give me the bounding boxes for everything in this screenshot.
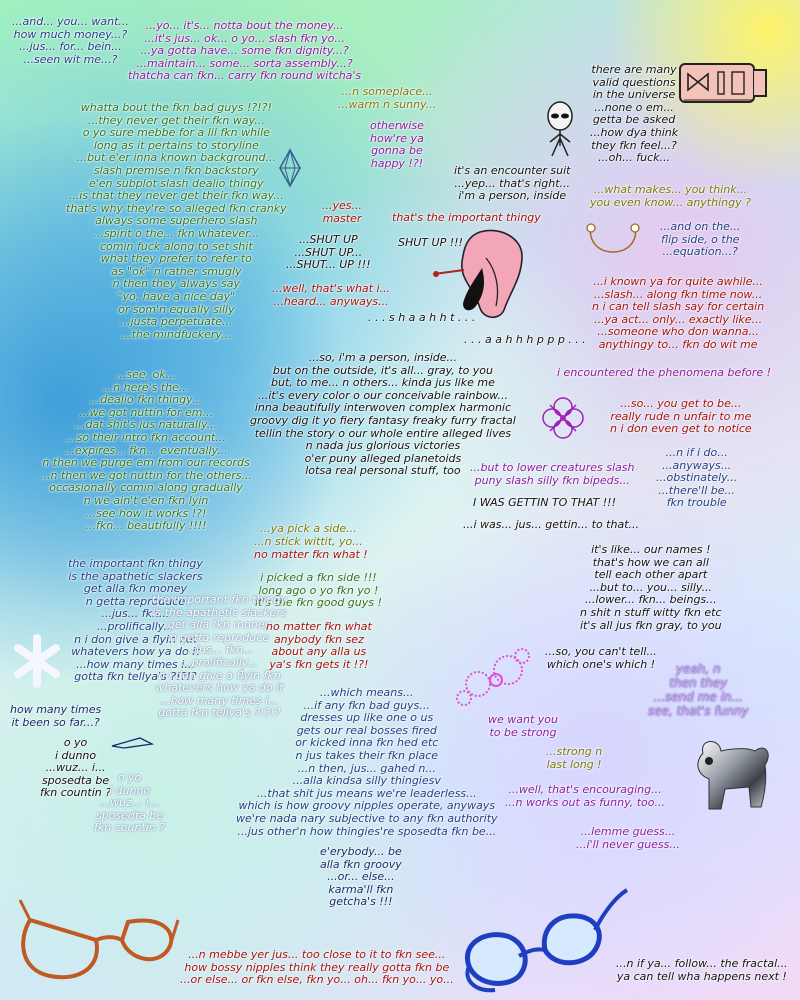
lower-creatures-text: ...but to lower creatures slash puny slash silly fkn bipeds...: [470, 461, 635, 487]
encounter-suit-text: it's an encounter suit ...yep... that's right... i'm a person, inside: [454, 164, 571, 203]
known-ya-text: ...i known ya for quite awhile... ...slash... along fkn time now... n i can tell slash say for certain ...ya act... only... exactly like... ...someone who don wanna... anythingy to... fkn do wit me: [592, 275, 765, 351]
someplace-warm-text: ...n someplace... ...warm n sunny...: [338, 85, 437, 111]
strong-last-long-text: ...strong n last long !: [546, 745, 603, 771]
see-ok-text: ...see, ok... ...n here's the... ...dealio fkn thingy... ...we got nuttin for em... ...dat shit's jus naturally... ...so their intro fkn account... ...expires... fkn... eventually... n then we purge em from our records ...n then we got nuttin for the others... occasionally comin along gradually n we ain't e'en fkn lyin ...see how it works !?! ...fkn... beautifully !!!!: [40, 368, 253, 533]
blue-goggles-figure: [455, 870, 630, 995]
be-strong-text: we want you to be strong: [488, 713, 558, 739]
pick-a-side-text: ...ya pick a side... ...n stick wittit, yo...: [254, 522, 363, 548]
which-means-text: ...which means... ...if any fkn bad guys... dresses up like one o us gets our real bosses fired or kicked inna fkn hed etc n jus takes their fkn place ...n then, jus... gahed n... ...alla kindsa silly thingiesv ...that shit jus means we're leaderless... which is how groovy nipples operate, anyways we're nada nary subjective to any fkn authority ...jus other'n how thingies're sposedta fkn be...: [236, 686, 498, 838]
shaahhht-text: . . . s h a a h h t . . .: [368, 311, 476, 324]
yes-master-text: ...yes... master: [322, 199, 362, 225]
everybody-groovy-text: e'erybody... be alla fkn groovy ...or... else... karma'll fkn getcha's !!!: [320, 845, 402, 909]
how-many-times-text: how many times it been so far...?: [10, 703, 102, 729]
apathetic-slackers-text: the important fkn thingy is the apathetic slackers get alla fkn money n getta reproduce ...jus... fkn... ...prolifically... n i don give a flyin fkn whatevers how ya do it ...how many times i... gotta fkn tellya's ?!?!?: [68, 557, 203, 684]
gettin-to-that-reply-text: ...i was... jus... gettin... to that...: [463, 518, 639, 531]
if-i-do-text: ...n if i do... ...anyways... ...obstinately... ...there'll be... fkn trouble: [656, 446, 738, 510]
our-names-text: it's like... our names ! that's how we can all tell each other apart ...but to... you... silly... ...lower... fkn... beings... n shit n stuff witty fkn etc it's all jus fkn gray, to you: [580, 543, 722, 632]
what-makes-you-think-text: ...what makes... you think... you even know... anythingy ?: [590, 183, 751, 209]
cant-tell-text: ...so, you can't tell... which one's which !: [545, 645, 657, 671]
gettin-to-that-text: I WAS GETTIN TO THAT !!!: [473, 496, 616, 509]
asterisk-glyph: [14, 632, 60, 690]
purple-knot-glyph: [540, 395, 586, 441]
picked-a-side-text: i picked a fkn side !!! long ago o yo fkn yo ! it's the fkn good guys !: [255, 571, 382, 610]
o-yo-counting-text: o yo i dunno ...wuz... i... sposedta be fkn countin ?: [40, 736, 112, 800]
hook-curves-glyph: [585, 222, 641, 258]
dignity-text: ...yo... it's... notta bout the money... ...it's jus... ok... o yo... slash fkn yo... ...ya gotta have... some fkn dignity...? ...maintain... some... sorta assembly...? thatcha can fkn... carry fkn round witcha's: [128, 19, 362, 83]
heard-anyways-text: ...well, that's what i... ...heard... anyways...: [272, 282, 391, 308]
happy-question-text: otherwise how're ya gonna be happy !?!: [370, 119, 424, 170]
send-me-in-text: yeah, n then they ...send me in... see, that's funny: [648, 662, 749, 718]
encouraging-text: ...well, that's encouraging... ...n works out as funny, too...: [505, 783, 665, 809]
alien-figure: [540, 100, 580, 160]
valid-questions-text: there are many valid questions in the universe ...none o em... getta be asked ...how dya think they fkn feel...? ...oh... fuck...: [590, 63, 679, 165]
phenomena-text: i encountered the phenomena before !: [557, 366, 772, 379]
apathetic-slackers-echo: the important fkn thingy is the apathetic slackers get alla fkn money n getta reproduce ...jus... fkn... ...prolifically... n i don give a flyin fkn whatevers how ya do it ...how many times i... gotta fkn tellya's ?!?!?: [152, 593, 287, 720]
no-matter-what-text: no matter fkn what !: [254, 548, 368, 561]
important-thingy-text: that's the important thingy: [392, 211, 541, 224]
too-close-text: ...n mebbe yer jus... too close to it to fkn see... how bossy nipples think they really gotta fkn be ...or else... or fkn else, fkn yo... oh... fkn yo... yo...: [180, 948, 454, 987]
fkn-sign-glyph: [678, 60, 770, 106]
no-matter-anybody-text: no matter fkn what anybody fkn sez about any alla us ya's fkn gets it !?!: [266, 620, 372, 671]
person-inside-text: ...so, i'm a person, inside... but on the outside, it's all... gray, to you but, to me... n others... kinda jus like me ...it's every color o our conceivable rainbow... inna beautifully interwoven complex harmonic groovy dig it yo fiery fantasy freaky furry fractal tellin the story o our whole entire alleged lives n nada jus glorious victories o'er puny alleged planetoids lotsa real personal stuff, too: [250, 351, 516, 478]
shut-up-repeat-text: ...SHUT UP ...SHUT UP... ...SHUT... UP !!!: [286, 233, 371, 272]
flip-side-text: ...and on the... flip side, o the ...equation...?: [660, 220, 741, 259]
orange-glasses-figure: [10, 880, 180, 990]
small-parallelogram-glyph: [110, 736, 154, 750]
shut-up-text: SHUT UP !!!: [398, 236, 463, 249]
lemme-guess-text: ...lemme guess... ...i'll never guess...: [576, 825, 680, 851]
o-yo-counting-echo: o yo i dunno ...wuz... i... sposedta be fkn countin ?: [94, 771, 166, 835]
aahhhpp-text: . . . a a h h h p p p . . .: [464, 333, 586, 346]
rude-unfair-text: ...so... you get to be... really rude n unfair to me n i don even get to notice: [610, 397, 752, 436]
chrome-dog-figure: [685, 735, 775, 815]
money-question-text: ...and... you... want... how much money...? ...jus... for... bein... ...seen wit me...?: [12, 15, 129, 66]
bad-guys-text: whatta bout the fkn bad guys !?!?! ...they never get their fkn way... o yo sure mebbe for a lil fkn while long as it pertains to storyline ...but e'er inna known background... slash premise n fkn backstory e'en subplot slash dealio thingy ...is that they never get their fkn way... that's why they're so alleged fkn cranky always some superhero slash ...spirit o the... fkn whatever... comin fuck along to set shit what they prefer to refer to as "ok" n rather smugly n then they always say "yo, have a nice day" or som'n equally silly ...justa perpetuate... ...the mindfuckery...: [66, 101, 287, 341]
follow-fractal-text: ...n if ya... follow... the fractal... ya can tell wha happens next !: [616, 957, 788, 983]
